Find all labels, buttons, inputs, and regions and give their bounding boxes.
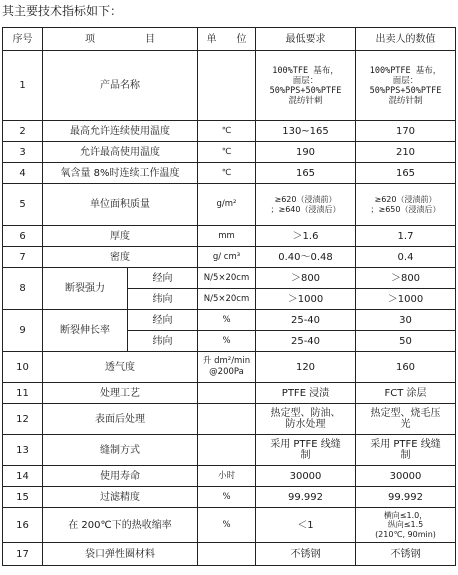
cell-seq: 10 bbox=[3, 352, 43, 383]
cell-req: 100%TFE 基布， 面层： 50%PPS+50%PTFE 混纺针刺 bbox=[256, 51, 356, 121]
table-row bbox=[3, 487, 456, 508]
cell-unit bbox=[198, 383, 256, 404]
cell-item: 断裂伸长率 bbox=[43, 310, 128, 352]
cell-unit: ℃ bbox=[198, 142, 256, 163]
cell-req: ＞800 bbox=[256, 268, 356, 289]
table-row bbox=[3, 435, 456, 466]
cell-unit: % bbox=[198, 331, 256, 352]
table-row bbox=[3, 163, 456, 184]
intro-text: 其主要技术指标如下： bbox=[2, 4, 123, 18]
table-row bbox=[3, 383, 456, 404]
cell-item: 单位面积质量 bbox=[43, 184, 198, 226]
cell-seq: 3 bbox=[3, 142, 43, 163]
cell-direction: 纬向 bbox=[128, 331, 198, 352]
table-row bbox=[3, 508, 456, 543]
cell-unit: % bbox=[198, 508, 256, 543]
cell-req: 25-40 bbox=[256, 310, 356, 331]
cell-seller: 100%PTFE 基布， 面层： 50%PPS+50%PTFE 混纺针制 bbox=[356, 51, 456, 121]
cell-seq: 6 bbox=[3, 226, 43, 247]
cell-seller: 1.7 bbox=[356, 226, 456, 247]
cell-seller: FCT 涂层 bbox=[356, 383, 456, 404]
cell-req: ＞1.6 bbox=[256, 226, 356, 247]
cell-req: 99.992 bbox=[256, 487, 356, 508]
cell-seller: ＞1000 bbox=[356, 289, 456, 310]
header-item: 项 目 bbox=[43, 28, 198, 51]
cell-direction: 经向 bbox=[128, 310, 198, 331]
cell-seq: 17 bbox=[3, 543, 43, 566]
cell-seq: 4 bbox=[3, 163, 43, 184]
cell-direction: 纬向 bbox=[128, 289, 198, 310]
cell-unit: g/m² bbox=[198, 184, 256, 226]
cell-seq: 16 bbox=[3, 508, 43, 543]
table-row bbox=[3, 226, 456, 247]
cell-unit: mm bbox=[198, 226, 256, 247]
table-row bbox=[3, 142, 456, 163]
cell-req: ≥620（浸渍前） ；≥640（浸渍后） bbox=[256, 184, 356, 226]
cell-seq: 1 bbox=[3, 51, 43, 121]
table-row bbox=[3, 404, 456, 435]
cell-seller: 160 bbox=[356, 352, 456, 383]
cell-item: 表面后处理 bbox=[43, 404, 198, 435]
cell-req: 165 bbox=[256, 163, 356, 184]
cell-seq: 15 bbox=[3, 487, 43, 508]
cell-seller: 210 bbox=[356, 142, 456, 163]
cell-seller: 99.992 bbox=[356, 487, 456, 508]
cell-item: 密度 bbox=[43, 247, 198, 268]
header-unit: 单 位 bbox=[198, 28, 256, 51]
cell-item: 处理工艺 bbox=[43, 383, 198, 404]
cell-seq: 8 bbox=[3, 268, 43, 310]
cell-unit: N/5×20cm bbox=[198, 268, 256, 289]
cell-req: 120 bbox=[256, 352, 356, 383]
table-row bbox=[3, 310, 456, 331]
cell-item: 在 200℃下的热收缩率 bbox=[43, 508, 198, 543]
cell-unit bbox=[198, 435, 256, 466]
cell-seller: 30000 bbox=[356, 466, 456, 487]
table-row bbox=[3, 184, 456, 226]
cell-seller: 0.4 bbox=[356, 247, 456, 268]
cell-req: ＞1000 bbox=[256, 289, 356, 310]
cell-unit: ℃ bbox=[198, 163, 256, 184]
header-req: 最低要求 bbox=[256, 28, 356, 51]
cell-req: 190 bbox=[256, 142, 356, 163]
table-row bbox=[3, 466, 456, 487]
cell-seq: 11 bbox=[3, 383, 43, 404]
cell-req: 不锈钢 bbox=[256, 543, 356, 566]
cell-item: 使用寿命 bbox=[43, 466, 198, 487]
cell-unit: 升 dm²/min @200Pa bbox=[198, 352, 256, 383]
cell-unit: % bbox=[198, 310, 256, 331]
cell-item: 断裂强力 bbox=[43, 268, 128, 310]
table-row bbox=[3, 543, 456, 566]
cell-seller: 30 bbox=[356, 310, 456, 331]
cell-unit bbox=[198, 404, 256, 435]
cell-unit: g/ cm³ bbox=[198, 247, 256, 268]
cell-seller: 采用 PTFE 线缝 制 bbox=[356, 435, 456, 466]
cell-seller: ≥620（浸渍前） ；≥650（浸渍后） bbox=[356, 184, 456, 226]
header-seq: 序号 bbox=[3, 28, 43, 51]
cell-item: 袋口弹性圈材料 bbox=[43, 543, 198, 566]
cell-item: 允许最高使用温度 bbox=[43, 142, 198, 163]
cell-seller: 50 bbox=[356, 331, 456, 352]
header-row bbox=[3, 28, 456, 51]
cell-seq: 5 bbox=[3, 184, 43, 226]
cell-req: 热定型、防油、 防水处理 bbox=[256, 404, 356, 435]
cell-unit bbox=[198, 51, 256, 121]
cell-unit bbox=[198, 543, 256, 566]
cell-req: ＜1 bbox=[256, 508, 356, 543]
header-seller: 出卖人的数值 bbox=[356, 28, 456, 51]
cell-item: 透气度 bbox=[43, 352, 198, 383]
cell-req: 采用 PTFE 线缝 制 bbox=[256, 435, 356, 466]
cell-item: 缝制方式 bbox=[43, 435, 198, 466]
cell-req: 25-40 bbox=[256, 331, 356, 352]
cell-unit: ℃ bbox=[198, 121, 256, 142]
cell-seller: 170 bbox=[356, 121, 456, 142]
cell-unit: 小时 bbox=[198, 466, 256, 487]
cell-req: 30000 bbox=[256, 466, 356, 487]
cell-item: 过滤精度 bbox=[43, 487, 198, 508]
cell-seq: 14 bbox=[3, 466, 43, 487]
cell-seq: 12 bbox=[3, 404, 43, 435]
cell-unit: % bbox=[198, 487, 256, 508]
cell-seller: 不锈钢 bbox=[356, 543, 456, 566]
cell-seq: 13 bbox=[3, 435, 43, 466]
cell-seller: 横向≤1.0， 纵向≤1.5 (210℃, 90min) bbox=[356, 508, 456, 543]
cell-seq: 2 bbox=[3, 121, 43, 142]
table-row bbox=[3, 247, 456, 268]
table-row bbox=[3, 121, 456, 142]
table-row bbox=[3, 352, 456, 383]
cell-seller: ＞800 bbox=[356, 268, 456, 289]
table-row bbox=[3, 51, 456, 121]
cell-item: 产品名称 bbox=[43, 51, 198, 121]
cell-unit: N/5×20cm bbox=[198, 289, 256, 310]
cell-seq: 9 bbox=[3, 310, 43, 352]
cell-item: 厚度 bbox=[43, 226, 198, 247]
cell-item: 氧含量 8%时连续工作温度 bbox=[43, 163, 198, 184]
cell-direction: 经向 bbox=[128, 268, 198, 289]
cell-req: 0.40～0.48 bbox=[256, 247, 356, 268]
cell-seller: 165 bbox=[356, 163, 456, 184]
cell-req: 130~165 bbox=[256, 121, 356, 142]
cell-item: 最高允许连续使用温度 bbox=[43, 121, 198, 142]
cell-req: PTFE 浸渍 bbox=[256, 383, 356, 404]
cell-seller: 热定型、烧毛压 光 bbox=[356, 404, 456, 435]
table-row bbox=[3, 268, 456, 289]
spec-table bbox=[2, 27, 456, 566]
cell-seq: 7 bbox=[3, 247, 43, 268]
